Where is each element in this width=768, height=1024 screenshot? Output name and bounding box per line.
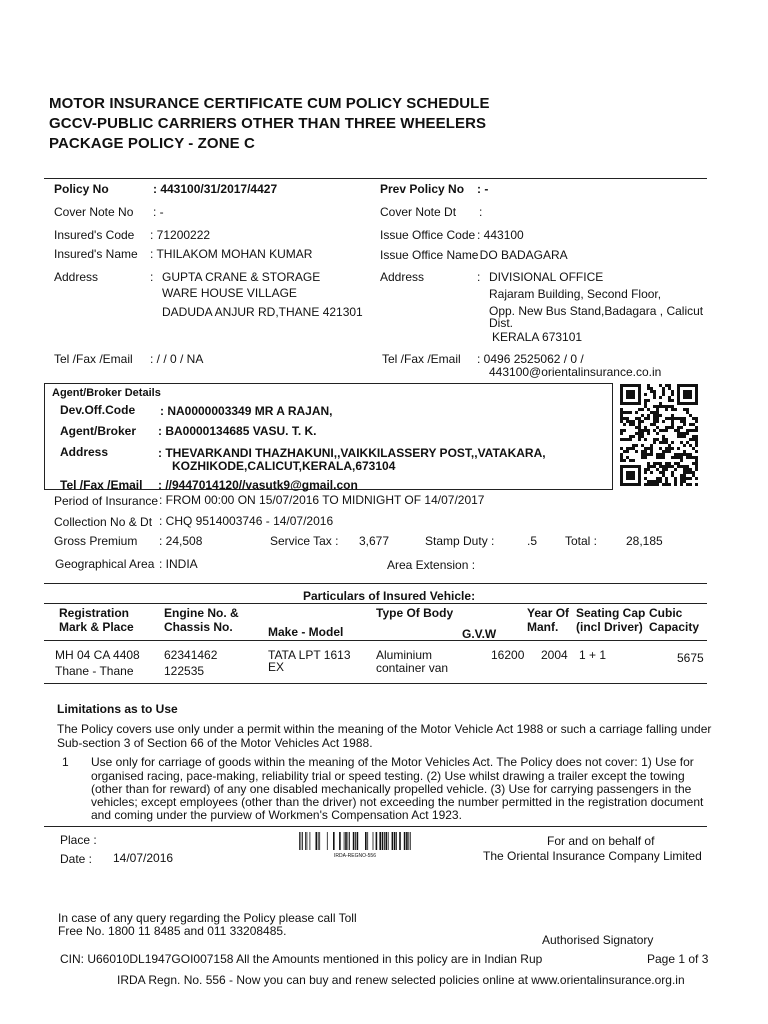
barcode-text: IRDA-REGNO-556 xyxy=(334,853,376,858)
row-year: 2004 xyxy=(541,648,568,662)
policy-no-value: : 443100/31/2017/4427 xyxy=(153,182,278,196)
agent-tel-value: : //9447014120//vasutk9@gmail.con xyxy=(158,478,358,492)
address-label: Address xyxy=(54,270,99,284)
agent-tel-label: Tel /Fax /Email xyxy=(60,478,143,492)
prev-policy-label: Prev Policy No xyxy=(380,182,465,196)
irda-line: IRDA Regn. No. 556 - Now you can buy and renew selected policies online at www.orientalinsurance.org.in xyxy=(117,973,685,987)
tel-value: : / / 0 / NA xyxy=(150,352,204,366)
row-gvw: 16200 xyxy=(491,648,525,662)
col-gvw: G.V.W xyxy=(462,627,497,641)
limitations-item-line-3: (other than for reward) of any one disabled mechanically propelled vehicle. (3) Use for carrying passengers in the xyxy=(91,782,692,796)
page-number: Page 1 of 3 xyxy=(647,952,709,966)
insured-code-value: : 71200222 xyxy=(150,228,211,242)
dev-off-label: Dev.Off.Code xyxy=(60,403,136,417)
title-line-3: PACKAGE POLICY - ZONE C xyxy=(49,135,255,152)
total-label: Total : xyxy=(565,534,598,548)
barcode xyxy=(297,832,413,858)
vehicle-section-title: Particulars of Insured Vehicle: xyxy=(303,589,476,603)
agent-label: Agent/Broker xyxy=(60,424,137,438)
agent-section-title: Agent/Broker Details xyxy=(52,387,161,399)
row-body-1: Aluminium xyxy=(376,648,433,662)
limitations-title: Limitations as to Use xyxy=(57,702,178,716)
cin-line: CIN: U66010DL1947GOI007158 All the Amounts mentioned in this policy are in Indian Rup xyxy=(60,952,543,966)
date-label: Date : xyxy=(60,852,93,866)
period-label: Period of Insurance xyxy=(54,494,159,508)
area-extension-label: Area Extension : xyxy=(387,558,476,572)
query-line-1: In case of any query regarding the Policy please call Toll xyxy=(58,911,357,925)
office-address-line-4: Dist. xyxy=(489,316,513,330)
vehicle-bottom-rule xyxy=(44,683,707,684)
col-year-1: Year Of xyxy=(527,606,570,620)
cover-note-value: : - xyxy=(153,205,164,219)
stamp-duty-label: Stamp Duty : xyxy=(425,534,495,548)
row-seating: 1 + 1 xyxy=(579,648,607,662)
col-engine-1: Engine No. & xyxy=(164,606,239,620)
limitations-item-number: 1 xyxy=(62,755,69,769)
insured-code-label: Insured's Code xyxy=(54,228,135,242)
row-registration-2: Thane - Thane xyxy=(55,664,134,678)
agent-address-label: Address xyxy=(60,445,109,459)
limitations-item-line-1: Use only for carriage of goods within the meaning of the Motor Vehicles Act. The Policy does not cover: 1) Use for xyxy=(91,755,694,769)
row-make-1: TATA LPT 1613 xyxy=(268,648,351,662)
limitations-item-line-5: and coming under the purview of Workmen's Compensation Act 1923. xyxy=(91,808,462,822)
col-cubic-2: Capacity xyxy=(649,620,700,634)
row-chassis: 122535 xyxy=(164,664,205,678)
row-cubic: 5675 xyxy=(677,651,704,665)
agent-value: : BA0000134685 VASU. T. K. xyxy=(158,424,317,438)
title-line-2: GCCV-PUBLIC CARRIERS OTHER THAN THREE WHEELERS xyxy=(49,115,487,132)
cover-note-dt-label: Cover Note Dt xyxy=(380,205,457,219)
behalf-line-2: The Oriental Insurance Company Limited xyxy=(483,849,702,863)
title-line-1: MOTOR INSURANCE CERTIFICATE CUM POLICY SCHEDULE xyxy=(49,95,490,112)
address-line-3: DADUDA ANJUR RD,THANE 421301 xyxy=(162,305,363,319)
collection-label: Collection No & Dt xyxy=(54,515,153,529)
col-seating-1: Seating Cap xyxy=(576,606,646,620)
footer-top-rule xyxy=(44,826,707,827)
dev-off-value: : NA0000003349 MR A RAJAN, xyxy=(160,404,333,418)
address-line-1: GUPTA CRANE & STORAGE xyxy=(162,270,321,284)
place-label: Place : xyxy=(60,833,97,847)
service-tax-label: Service Tax : xyxy=(270,534,339,548)
address-colon: : xyxy=(150,270,154,284)
col-cubic-1: Cubic xyxy=(649,606,683,620)
agent-address-line-1: : THEVARKANDI THAZHAKUNI,,VAIKKILASSERY POST,,VATAKARA, xyxy=(158,446,546,460)
office-tel-label: Tel /Fax /Email xyxy=(382,352,461,366)
office-address-line-2: Rajaram Building, Second Floor, xyxy=(489,287,662,301)
geo-area-value: : INDIA xyxy=(159,557,198,571)
policy-no-label: Policy No xyxy=(54,182,109,196)
collection-value: : CHQ 9514003746 - 14/07/2016 xyxy=(159,514,334,528)
behalf-line-1: For and on behalf of xyxy=(547,834,655,848)
col-engine-2: Chassis No. xyxy=(164,620,233,634)
col-seating-2: (incl Driver) xyxy=(576,620,643,634)
limitations-item-line-4: vehicles; except employees (other than the driver) not exceeding the number permitted in the registration document xyxy=(91,795,704,809)
stamp-duty-value: .5 xyxy=(527,534,538,548)
row-make-2: EX xyxy=(268,660,285,674)
col-registration-1: Registration xyxy=(59,606,130,620)
service-tax-value: 3,677 xyxy=(359,534,390,548)
total-value: 28,185 xyxy=(626,534,663,548)
office-email: 443100@orientalinsurance.co.in xyxy=(489,365,662,379)
row-engine: 62341462 xyxy=(164,648,218,662)
top-rule xyxy=(44,178,707,179)
col-make: Make - Model xyxy=(268,625,344,639)
gross-premium-label: Gross Premium xyxy=(54,534,138,548)
cover-note-label: Cover Note No xyxy=(54,205,134,219)
period-value: : FROM 00:00 ON 15/07/2016 TO MIDNIGHT OF 14/07/2017 xyxy=(159,493,485,507)
col-registration-2: Mark & Place xyxy=(59,620,134,634)
row-registration-1: MH 04 CA 4408 xyxy=(55,648,140,662)
insured-name-label: Insured's Name xyxy=(54,247,138,261)
issue-office-code-value: : 443100 xyxy=(477,228,524,242)
prev-policy-value: : - xyxy=(477,182,489,196)
office-address-label: Address xyxy=(380,270,425,284)
qr-code xyxy=(620,383,698,487)
limitations-para-line-1: The Policy covers use only under a permit within the meaning of the Motor Vehicle Act 1988 or such a carriage falling under xyxy=(57,722,712,736)
query-line-2: Free No. 1800 11 8485 and 011 33208485. xyxy=(58,924,287,938)
address-line-2: WARE HOUSE VILLAGE xyxy=(162,286,297,300)
vehicle-row-rule xyxy=(44,640,707,641)
gross-premium-value: : 24,508 xyxy=(159,534,203,548)
limitations-para-line-2: Sub-section 3 of Section 66 of the Motor Vehicles Act 1988. xyxy=(57,736,373,750)
geo-area-label: Geographical Area xyxy=(55,557,155,571)
office-address-line-1: DIVISIONAL OFFICE xyxy=(489,270,604,284)
vehicle-top-rule xyxy=(44,583,707,584)
issue-office-name-label: Issue Office Name xyxy=(380,248,479,262)
row-body-2: container van xyxy=(376,661,449,675)
office-tel-value: : 0496 2525062 / 0 / xyxy=(477,352,584,366)
col-year-2: Manf. xyxy=(527,620,559,634)
insured-name-value: : THILAKOM MOHAN KUMAR xyxy=(150,247,313,261)
issue-office-name-value: : DO BADAGARA xyxy=(473,248,568,262)
office-address-colon: : xyxy=(477,270,481,284)
office-address-line-5: KERALA 673101 xyxy=(492,330,583,344)
col-body: Type Of Body xyxy=(376,606,454,620)
vehicle-header-rule xyxy=(44,603,707,604)
authorised-signatory: Authorised Signatory xyxy=(542,933,654,947)
office-address-line-3: Opp. New Bus Stand,Badagara , Calicut xyxy=(489,304,704,318)
issue-office-code-label: Issue Office Code xyxy=(380,228,476,242)
limitations-item-line-2: organised racing, pace-making, reliability trial or speed testing. (2) Use whilst drawing a trailer except the towing xyxy=(91,769,685,783)
cover-note-dt-value: : xyxy=(479,205,483,219)
tel-label: Tel /Fax /Email xyxy=(54,352,133,366)
date-value: 14/07/2016 xyxy=(113,851,174,865)
agent-address-line-2: KOZHIKODE,CALICUT,KERALA,673104 xyxy=(172,459,396,473)
